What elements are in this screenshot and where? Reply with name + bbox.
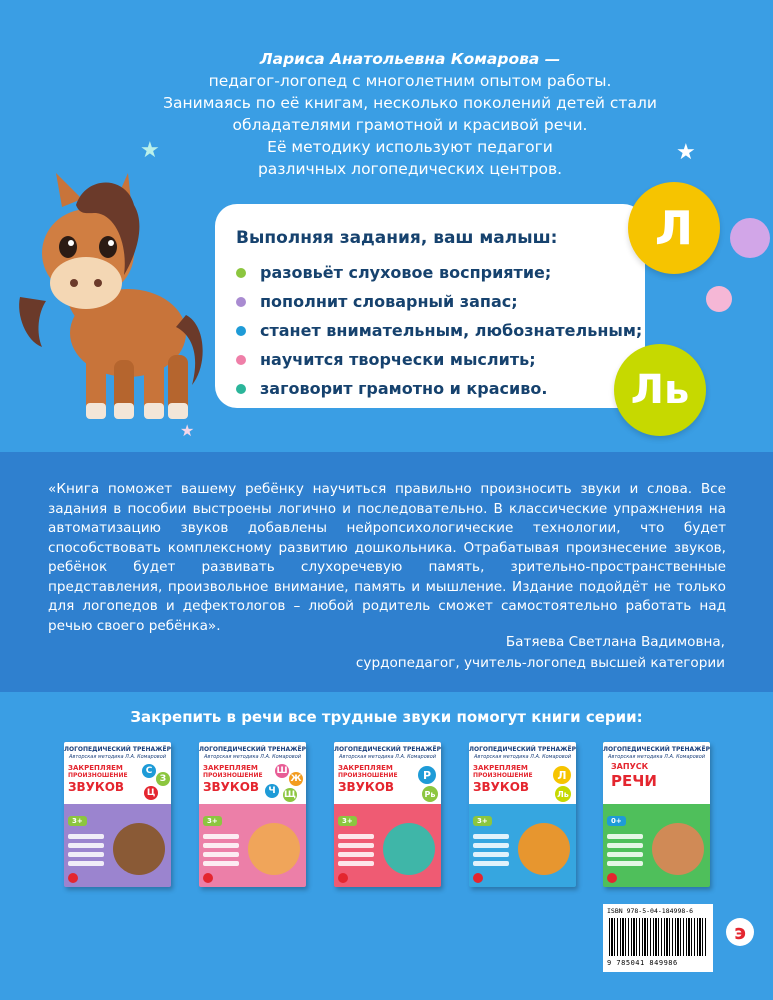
book-title: ПРОИЗНОШЕНИЕ bbox=[68, 772, 128, 779]
book-title: ЗВУКОВ bbox=[203, 780, 260, 794]
list-item-text: разовьёт слуховое восприятие; bbox=[260, 263, 552, 282]
book-series: ЛОГОПЕДИЧЕСКИЙ ТРЕНАЖЁР bbox=[334, 746, 441, 753]
book-letter: Рь bbox=[422, 786, 438, 802]
star-icon: ★ bbox=[180, 421, 195, 440]
book-cover bbox=[334, 742, 441, 887]
book-letter: Л bbox=[553, 766, 571, 784]
book-features bbox=[607, 834, 643, 870]
book-age: 3+ bbox=[473, 816, 492, 826]
benefits-list bbox=[236, 258, 642, 403]
book-cover bbox=[469, 742, 576, 887]
book-title: ЗАПУСК bbox=[611, 762, 649, 771]
list-item bbox=[236, 374, 642, 403]
list-item bbox=[236, 345, 642, 374]
book-series: ЛОГОПЕДИЧЕСКИЙ ТРЕНАЖЁР bbox=[469, 746, 576, 753]
book-letter: С bbox=[142, 764, 156, 778]
book-series: ЛОГОПЕДИЧЕСКИЙ ТРЕНАЖЁР bbox=[603, 746, 710, 753]
book-features bbox=[68, 834, 104, 870]
book-features bbox=[338, 834, 374, 870]
book-letter: Ц bbox=[144, 786, 158, 800]
book-letter: Щ bbox=[284, 790, 296, 800]
benefits-title: Выполняя задания, ваш малыш: bbox=[236, 228, 558, 248]
bullet-icon bbox=[236, 355, 246, 365]
book-letter: Ш bbox=[276, 766, 288, 776]
author-info bbox=[150, 48, 670, 180]
book-author: Авторская методика Л.А. Комаровой bbox=[338, 754, 437, 760]
list-item-text: заговорит грамотно и красиво. bbox=[260, 379, 548, 398]
decor-circle bbox=[730, 218, 770, 258]
book-features bbox=[473, 834, 509, 870]
book-series: ЛОГОПЕДИЧЕСКИЙ ТРЕНАЖЁР bbox=[199, 746, 306, 753]
letter-badge-l: Л bbox=[628, 182, 720, 274]
list-item bbox=[236, 258, 642, 287]
book-age: 3+ bbox=[203, 816, 222, 826]
quote-author-position: сурдопедагог, учитель-логопед высшей категории bbox=[355, 655, 725, 671]
isbn: ISBN 978-5-04-184998-6 bbox=[607, 907, 694, 915]
book-cover bbox=[64, 742, 171, 887]
book-age: 3+ bbox=[338, 816, 357, 826]
decor-circle bbox=[706, 286, 732, 312]
letter-badge-l-soft: Ль bbox=[614, 344, 706, 436]
series-title: Закрепить в речи все трудные звуки помогут книги серии: bbox=[130, 708, 643, 726]
author-line: Её методику используют педагоги bbox=[267, 138, 553, 156]
author-name: Лариса Анатольевна Комарова — bbox=[259, 50, 561, 68]
book-title: ПРОИЗНОШЕНИЕ bbox=[338, 772, 398, 779]
book-title: ЗАКРЕПЛЯЕМ bbox=[68, 764, 123, 772]
quote-author: Батяева Светлана Вадимовна, bbox=[505, 634, 725, 650]
list-item bbox=[236, 287, 642, 316]
publisher-logo-small bbox=[338, 873, 348, 883]
book-author: Авторская методика Л.А. Комаровой bbox=[607, 754, 706, 760]
bullet-icon bbox=[236, 268, 246, 278]
book-title: ЗВУКОВ bbox=[473, 780, 530, 794]
book-author: Авторская методика Л.А. Комаровой bbox=[203, 754, 302, 760]
book-title: ЗАКРЕПЛЯЕМ bbox=[203, 764, 258, 772]
book-age: 0+ bbox=[607, 816, 626, 826]
book-cover bbox=[199, 742, 306, 887]
book-letter: Р bbox=[418, 766, 436, 784]
book-title: ЗВУКОВ bbox=[338, 780, 395, 794]
list-item-text: научится творчески мыслить; bbox=[260, 350, 536, 369]
publisher-logo-small bbox=[68, 873, 78, 883]
book-letter: Ч bbox=[265, 784, 279, 798]
book-title: ЗВУКОВ bbox=[68, 780, 125, 794]
book-title: ПРОИЗНОШЕНИЕ bbox=[473, 772, 533, 779]
bullet-icon bbox=[236, 297, 246, 307]
barcode bbox=[603, 904, 713, 972]
author-line: обладателями грамотной и красивой речи. bbox=[232, 116, 588, 134]
book-title: РЕЧИ bbox=[611, 772, 657, 790]
book-features bbox=[203, 834, 239, 870]
book-cover bbox=[603, 742, 710, 887]
book-letter: Ль bbox=[555, 786, 571, 802]
list-item bbox=[236, 316, 642, 345]
horse-illustration bbox=[16, 165, 211, 430]
book-title: ЗАКРЕПЛЯЕМ bbox=[338, 764, 393, 772]
book-title: ПРОИЗНОШЕНИЕ bbox=[203, 772, 263, 779]
author-line: педагог-логопед с многолетним опытом работы. bbox=[208, 72, 612, 90]
dragon-illustration bbox=[383, 823, 435, 875]
lion-illustration bbox=[518, 823, 570, 875]
book-age: 3+ bbox=[68, 816, 87, 826]
star-icon: ★ bbox=[140, 138, 160, 163]
author-line: различных логопедических центров. bbox=[257, 160, 563, 178]
dog-illustration bbox=[248, 823, 300, 875]
publisher-logo-icon: э bbox=[726, 918, 754, 946]
cow-illustration bbox=[652, 823, 704, 875]
book-letter: З bbox=[156, 772, 170, 786]
star-icon: ★ bbox=[676, 140, 696, 165]
quote-text: «Книга поможет вашему ребёнку научиться правильно произносить звуки и слова. Все задания в пособии выстроены логично и последовательно. В классические упражнения на автоматизацию звуков добавлены нейропсихологические технологии, что будет способствовать комплексному развитию дошкольника. Отрабатывая произнесение звуков, ребёнок будет развивать слухоречевую память, зрительно-пространственные представления, произвольное внимание, память и мышление. Издание подойдёт не только для логопедов и дефектологов – любой родитель сможет самостоятельно работать над речью своего ребёнка». bbox=[48, 481, 726, 634]
bullet-icon bbox=[236, 326, 246, 336]
author-line: Занимаясь по её книгам, несколько поколений детей стали bbox=[163, 94, 657, 112]
publisher-logo-small bbox=[607, 873, 617, 883]
book-author: Авторская методика Л.А. Комаровой bbox=[68, 754, 167, 760]
book-author: Авторская методика Л.А. Комаровой bbox=[473, 754, 572, 760]
book-title: ЗАКРЕПЛЯЕМ bbox=[473, 764, 528, 772]
owl-illustration bbox=[113, 823, 165, 875]
list-item-text: пополнит словарный запас; bbox=[260, 292, 518, 311]
book-letter: Ж bbox=[290, 774, 302, 784]
book-series: ЛОГОПЕДИЧЕСКИЙ ТРЕНАЖЁР bbox=[64, 746, 171, 753]
bullet-icon bbox=[236, 384, 246, 394]
list-item-text: станет внимательным, любознательным; bbox=[260, 321, 643, 340]
publisher-logo-small bbox=[203, 873, 213, 883]
barcode-bars bbox=[609, 918, 707, 956]
publisher-logo-small bbox=[473, 873, 483, 883]
quote-signature bbox=[356, 632, 725, 674]
barcode-number: 9 785041 849986 bbox=[607, 959, 678, 967]
